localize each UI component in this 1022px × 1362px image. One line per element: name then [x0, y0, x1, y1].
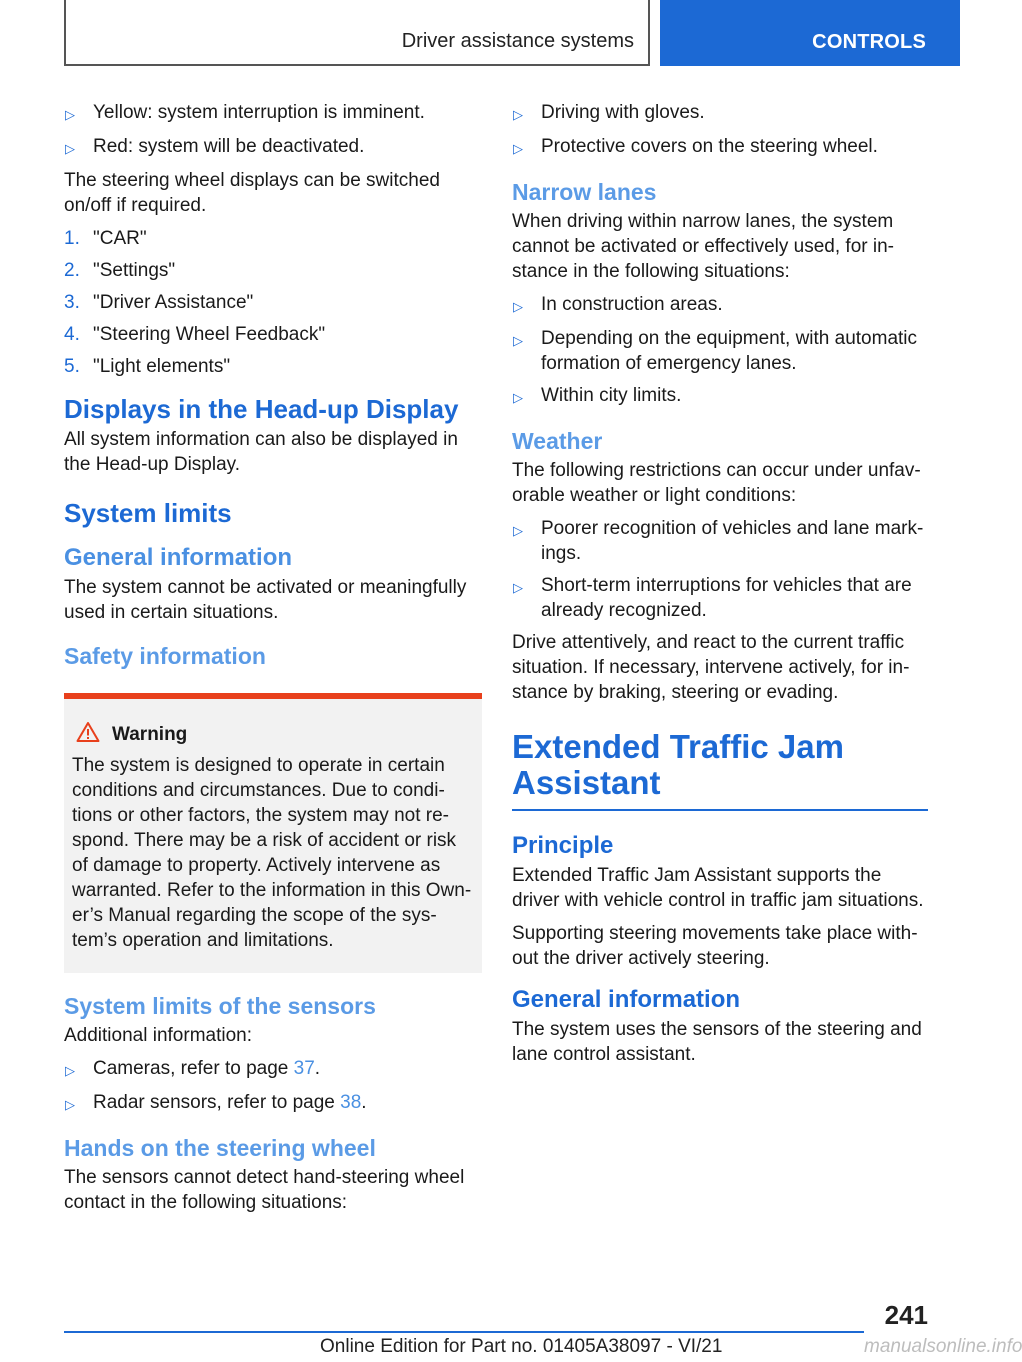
triangle-bullet-icon: ▷	[513, 107, 523, 122]
list-item: ▷ Radar sensors, refer to page 38.	[64, 1090, 482, 1117]
paragraph: Drive attentively, and react to the current traffic situation. If necessary, intervene actively, for in-stance by braking, steering or evading.	[512, 632, 910, 703]
paragraph: The system uses the sensors of the steering and lane control assistant.	[512, 1019, 922, 1065]
heading-general-information: General information	[64, 544, 293, 571]
step-item: 2. "Settings"	[64, 260, 176, 281]
header-section-box	[64, 0, 650, 66]
heading-system-limits: System limits	[64, 498, 232, 528]
paragraph: Additional information:	[64, 1025, 252, 1046]
paragraph: Supporting steering movements take place with-out the driver actively steering.	[512, 923, 918, 969]
footer-divider	[64, 1331, 864, 1333]
step-item: 4. "Steering Wheel Feedback"	[64, 324, 326, 345]
paragraph: The system cannot be activated or meaningfully used in certain situations.	[64, 577, 467, 623]
warning-triangle-icon	[72, 721, 112, 749]
chapter-title: Extended Traffic Jam Assistant	[512, 729, 928, 811]
triangle-bullet-icon: ▷	[65, 1097, 75, 1112]
header-chapter-title: CONTROLS	[812, 31, 926, 53]
heading-head-up-display: Displays in the Head-up Display	[64, 394, 459, 424]
header-section-title: Driver assistance systems	[401, 30, 634, 52]
warning-title: Warning	[112, 724, 188, 745]
step-item: 5. "Light elements"	[64, 356, 231, 377]
heading-principle: Principle	[512, 832, 614, 859]
header-chapter-tab[interactable]	[660, 0, 960, 66]
triangle-bullet-icon: ▷	[65, 107, 75, 122]
heading-safety-information: Safety information	[64, 643, 266, 669]
list-item: ▷ Red: system will be deactivated.	[64, 134, 482, 161]
step-item: 3. "Driver Assistance"	[64, 292, 254, 313]
left-column	[64, 100, 482, 1223]
paragraph: All system information can also be displayed in the Head-up Display.	[64, 429, 458, 475]
list-item: ▷ Yellow: system interruption is imminent.	[64, 100, 482, 127]
step-item: 1. "CAR"	[64, 228, 147, 249]
page-number: 241	[884, 1300, 928, 1330]
paragraph: The steering wheel displays can be switched on/off if required.	[64, 170, 440, 216]
heading-narrow-lanes: Narrow lanes	[512, 179, 657, 205]
list-item: ▷ Driving with gloves.	[512, 100, 928, 127]
list-item: ▷ In construction areas.	[512, 292, 928, 319]
triangle-bullet-icon: ▷	[513, 580, 523, 595]
list-item: ▷ Poorer recognition of vehicles and lane mark-ings.	[513, 518, 924, 564]
warning-header	[72, 721, 474, 749]
list-item: ▷ Within city limits.	[512, 383, 928, 410]
paragraph: Extended Traffic Jam Assistant supports the driver with vehicle control in traffic jam situations.	[512, 865, 924, 911]
paragraph: When driving within narrow lanes, the system cannot be activated or effectively used, for in-stance in the following situations:	[512, 211, 894, 282]
list-item: ▷ Depending on the equipment, with automatic formation of emergency lanes.	[513, 328, 918, 374]
triangle-bullet-icon: ▷	[513, 299, 523, 314]
right-column	[512, 100, 928, 1075]
list-item: ▷ Cameras, refer to page 37.	[64, 1056, 482, 1083]
heading-general-information: General information	[512, 986, 741, 1013]
heading-weather: Weather	[512, 428, 603, 454]
triangle-bullet-icon: ▷	[513, 141, 523, 156]
paragraph: The following restrictions can occur under unfav-orable weather or light conditions:	[512, 460, 921, 506]
list-item: ▷ Short-term interruptions for vehicles that are already recognized.	[513, 575, 912, 621]
page-link-cameras[interactable]: 37	[293, 1058, 315, 1079]
triangle-bullet-icon: ▷	[513, 390, 523, 405]
watermark-logo: manualsonline.info	[864, 1336, 1022, 1357]
page-link-radar[interactable]: 38	[340, 1092, 362, 1113]
paragraph: The sensors cannot detect hand-steering wheel contact in the following situations:	[64, 1167, 465, 1213]
triangle-bullet-icon: ▷	[65, 1063, 75, 1078]
triangle-bullet-icon: ▷	[513, 523, 523, 538]
list-item: ▷ Protective covers on the steering wheel.	[512, 134, 928, 161]
warning-box	[64, 693, 482, 973]
heading-sensor-limits: System limits of the sensors	[64, 993, 376, 1019]
heading-hands-on-wheel: Hands on the steering wheel	[64, 1135, 376, 1161]
triangle-bullet-icon: ▷	[65, 141, 75, 156]
footer-edition: Online Edition for Part no. 01405A38097 - VI/21	[320, 1336, 723, 1357]
triangle-bullet-icon: ▷	[513, 333, 523, 348]
warning-text: The system is designed to operate in certain conditions and circumstances. Due to condi-tions or other factors, the system may not re-spond. There may be a risk of accident or risk of damage to property. Actively intervene as warranted. Refer to the information in this Own-er’s Manual regarding the scope of the sys-tem’s operation and limitations.	[72, 755, 472, 951]
